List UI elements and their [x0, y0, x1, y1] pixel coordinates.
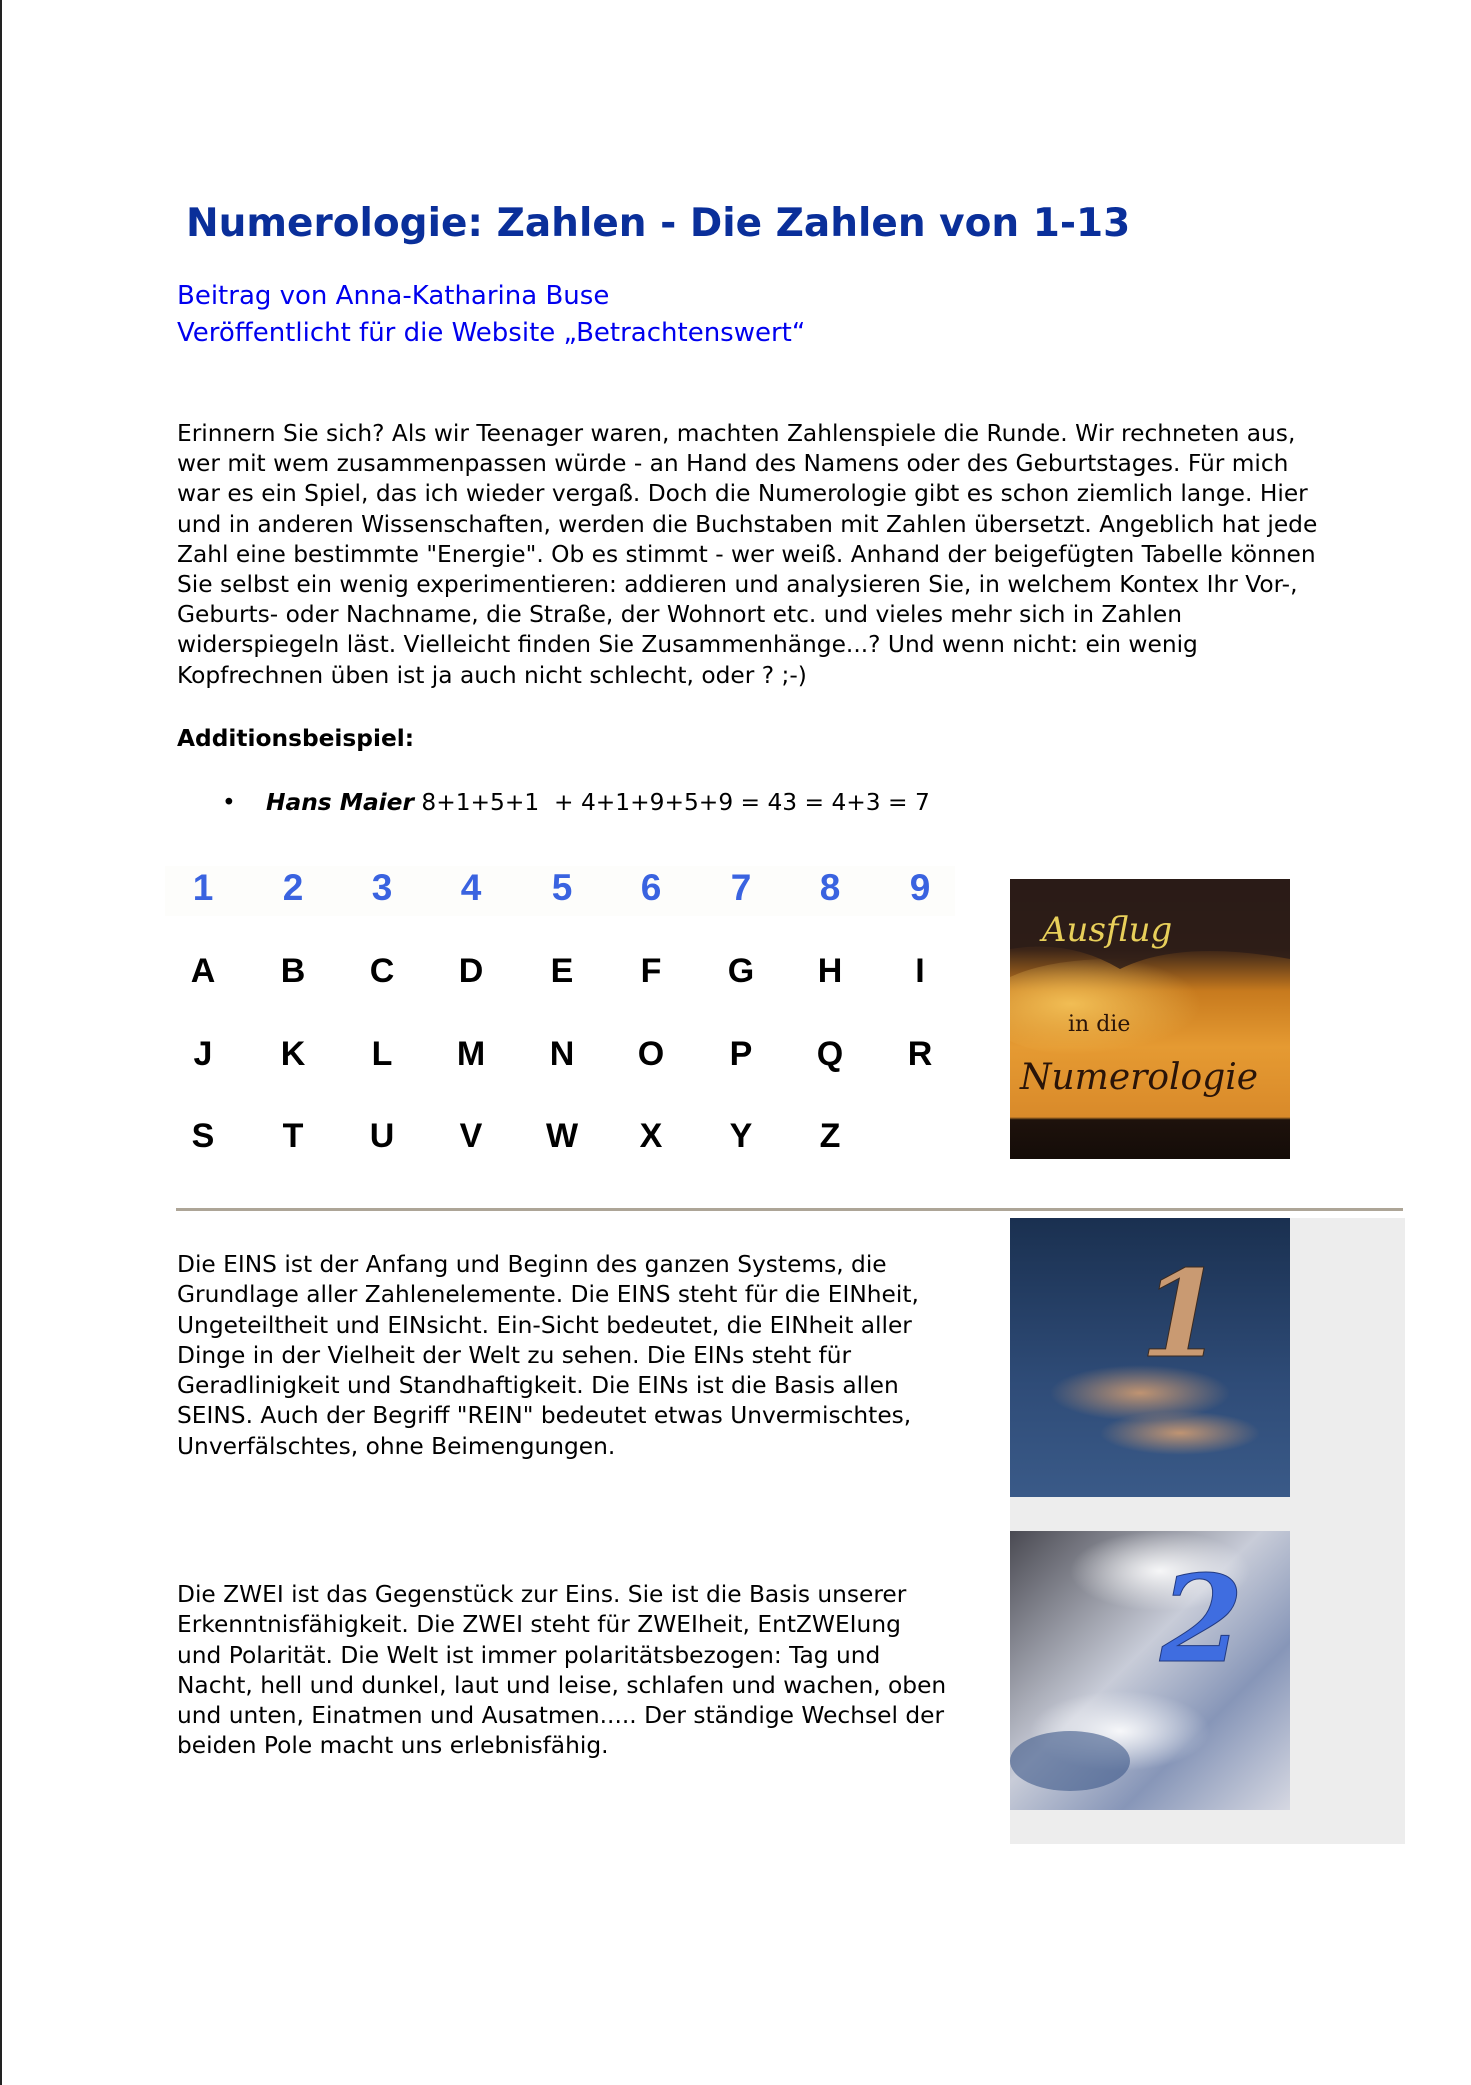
intro-line: Zahl eine bestimmte "Energie". Ob es stimmt - wer weiß. Anhand der beigefügten Tabelle können: [177, 540, 1316, 568]
table-letter: X: [639, 1117, 663, 1155]
section-line: Ungeteiltheit und EINsicht. Ein-Sicht bedeutet, die EINheit aller: [177, 1311, 912, 1339]
table-letter: S: [191, 1117, 215, 1155]
numerologie-text: Numerologie: [1020, 1057, 1259, 1098]
table-letter: J: [193, 1035, 213, 1073]
table-letter: A: [190, 952, 216, 990]
intro-line: Kopfrechnen üben ist ja auch nicht schlecht, oder ? ;-): [177, 661, 807, 689]
page-title: Numerologie: Zahlen - Die Zahlen von 1-13: [186, 201, 1131, 246]
blue-sky-patch-shape: [1010, 1731, 1130, 1791]
table-number: 5: [551, 867, 573, 908]
table-letter: B: [280, 952, 306, 990]
section-line: Die ZWEI ist das Gegenstück zur Eins. Sie ist die Basis unserer: [177, 1581, 907, 1608]
table-letter: T: [282, 1117, 304, 1155]
table-letter: N: [549, 1035, 575, 1073]
table-letter: Z: [819, 1117, 841, 1155]
table-letter: G: [727, 952, 755, 990]
table-number: 8: [819, 867, 841, 908]
table-letter: M: [456, 1035, 486, 1073]
table-letter: C: [369, 952, 395, 990]
table-letter: V: [459, 1117, 483, 1155]
table-number: 4: [460, 867, 482, 908]
table-letter: Y: [729, 1117, 753, 1155]
page-left-border: [0, 0, 2, 2085]
table-letter: H: [817, 952, 843, 990]
table-number: 9: [909, 867, 931, 908]
example-name: Hans Maier: [266, 789, 414, 816]
table-letter: R: [907, 1035, 933, 1073]
digit-one-text: 1: [1140, 1244, 1224, 1385]
table-letter: L: [371, 1035, 393, 1073]
section-line: Grundlage aller Zahlenelemente. Die EINS steht für die EINheit,: [177, 1281, 919, 1309]
ausflug-numerologie-image: [1010, 879, 1290, 1159]
number-two-image: [1010, 1531, 1290, 1810]
horizontal-rule: [176, 1208, 1403, 1211]
intro-line: widerspiegeln läst. Vielleicht finden Sie Zusammenhänge...? Und wenn nicht: ein wenig: [177, 631, 1198, 659]
intro-line: Sie selbst ein wenig experimentieren: addieren und analysieren Sie, in welchem Kontex Ihr Vor-,: [177, 571, 1298, 599]
table-letter: E: [550, 952, 574, 990]
section-line: Dinge in der Vielheit der Welt zu sehen. Die EINs steht für: [177, 1341, 852, 1369]
section-zwei-text: [177, 1580, 946, 1762]
table-number: 6: [640, 867, 662, 908]
digit-two-text: 2: [1160, 1549, 1244, 1690]
intro-line: Geburts- oder Nachname, die Straße, der Wohnort etc. und vieles mehr sich in Zahlen: [177, 601, 1182, 629]
table-letter: O: [637, 1035, 665, 1073]
table-letter: P: [729, 1035, 753, 1073]
table-letter: D: [458, 952, 484, 990]
number-one-image: [1010, 1218, 1290, 1497]
table-letter: W: [545, 1117, 579, 1155]
section-line: und unten, Einatmen und Ausatmen..... Der ständige Wechsel der: [177, 1702, 945, 1730]
example-item: [266, 788, 930, 818]
section-eins-text: [177, 1250, 919, 1462]
bullet-icon: •: [222, 789, 236, 816]
intro-line: wer mit wem zusammenpassen würde - an Hand des Namens oder des Geburtstages. Für mich: [177, 450, 1289, 478]
section-line: Geradlinigkeit und Standhaftigkeit. Die EINs ist die Basis allen: [177, 1372, 899, 1400]
section-line: Die EINS ist der Anfang und Beginn des ganzen Systems, die: [177, 1251, 887, 1278]
author-line: Beitrag von Anna-Katharina Buse: [177, 281, 610, 311]
table-letter: K: [280, 1035, 306, 1073]
published-line: Veröffentlicht für die Website „Betrachtenswert“: [177, 318, 806, 348]
section-line: und Polarität. Die Welt ist immer polaritätsbezogen: Tag und: [177, 1641, 881, 1669]
in-die-text: in die: [1068, 1012, 1131, 1037]
example-heading: Additionsbeispiel:: [177, 725, 415, 752]
intro-line: war es ein Spiel, das ich wieder vergaß. Doch die Numerologie gibt es schon ziemlich lange. Hier: [177, 480, 1308, 508]
section-line: Nacht, hell und dunkel, laut und leise, schlafen und wachen, oben: [177, 1671, 947, 1699]
table-letter: F: [640, 952, 662, 990]
table-letter: U: [369, 1117, 395, 1155]
intro-paragraph: [177, 419, 1317, 691]
section-line: Erkenntnisfähigkeit. Die ZWEI steht für ZWEIheit, EntZWEIung: [177, 1611, 901, 1639]
table-number: 7: [730, 867, 752, 908]
ausflug-text: Ausflug: [1042, 910, 1173, 950]
table-letter: Q: [816, 1035, 844, 1073]
table-letter: I: [915, 952, 925, 990]
table-number: 3: [371, 867, 393, 908]
section-line: Unverfälschtes, ohne Beimengungen.: [177, 1432, 616, 1460]
orange-cloud-shape: [1100, 1411, 1260, 1455]
section-line: beiden Pole macht uns erlebnisfähig.: [177, 1732, 609, 1760]
table-number: 1: [192, 867, 214, 908]
intro-line: Erinnern Sie sich? Als wir Teenager waren, machten Zahlenspiele die Runde. Wir rechneten aus,: [177, 420, 1296, 447]
section-line: SEINS. Auch der Begriff "REIN" bedeutet etwas Unvermischtes,: [177, 1402, 912, 1430]
table-number: 2: [282, 867, 304, 908]
intro-line: und in anderen Wissenschaften, werden die Buchstaben mit Zahlen übersetzt. Angeblich hat jede: [177, 510, 1318, 538]
example-calculation: 8+1+5+1 + 4+1+9+5+9 = 43 = 4+3 = 7: [413, 789, 930, 816]
